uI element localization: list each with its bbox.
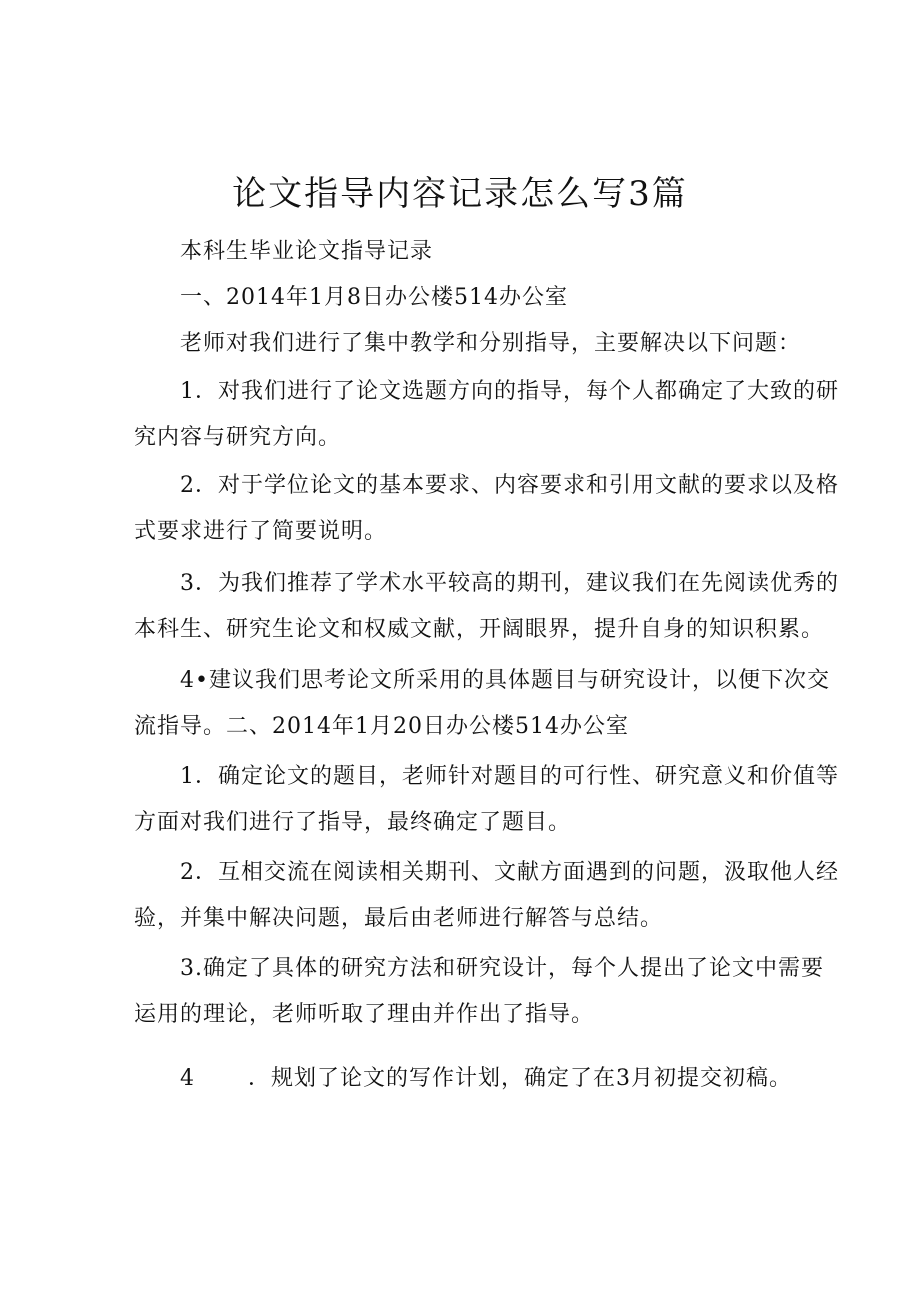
paragraph-line: 方面对我们进行了指导，最终确定了题目。 [134,810,572,835]
list-item [134,850,839,942]
list-item [134,658,830,750]
list-item [134,946,824,1038]
paragraph-line: 式要求进行了简要说明。 [134,519,388,544]
list-item [134,463,839,555]
document-title: 论文指导内容记录怎么写3篇 [232,174,688,214]
paragraph-line: 流指导。二、2014年1月20日办公楼514办公室 [134,714,629,739]
paragraph-line: 2．互相交流在阅读相关期刊、文献方面遇到的问题，汲取他人经 [180,860,839,885]
paragraph-heading [180,229,794,275]
paragraph-line: 运用的理论，老师听取了理由并作出了指导。 [134,1002,595,1027]
paragraph-line: 本科生、研究生论文和权威文献，开阔眼界，提升自身的知识积累。 [134,617,825,642]
paragraph-line: 老师对我们进行了集中教学和分别指导，主要解决以下问题： [180,331,802,356]
list-item [134,369,839,461]
paragraph-session-1 [180,275,794,321]
paragraph-line: 究内容与研究方向。 [134,425,342,450]
paragraph-line: 一、2014年1月8日办公楼514办公室 [180,285,568,310]
paragraph-line: 2．对于学位论文的基本要求、内容要求和引用文献的要求以及格 [180,473,839,498]
paragraph-line: 3．为我们推荐了学术水平较高的期刊，建议我们在先阅读优秀的 [180,571,839,596]
list-item [134,561,839,653]
paragraph-line: 验，并集中解决问题，最后由老师进行解答与总结。 [134,906,664,931]
paragraph-line: 1．对我们进行了论文选题方向的指导，每个人都确定了大致的研 [180,379,839,404]
list-item [134,754,839,846]
paragraph-line: 1．确定论文的题目，老师针对题目的可行性、研究意义和价值等 [180,764,839,789]
paragraph-line: 3.确定了具体的研究方法和研究设计，每个人提出了论文中需要 [180,956,824,981]
paragraph-intro [180,321,802,367]
list-item [180,1056,794,1102]
paragraph-line: 本科生毕业论文指导记录 [180,239,434,264]
paragraph-line: 4•建议我们思考论文所采用的具体题目与研究设计，以便下次交 [180,668,830,693]
list-number: 4 [180,1066,195,1091]
paragraph-line: ．规划了论文的写作计划，确定了在3月初提交初稿。 [248,1066,792,1091]
